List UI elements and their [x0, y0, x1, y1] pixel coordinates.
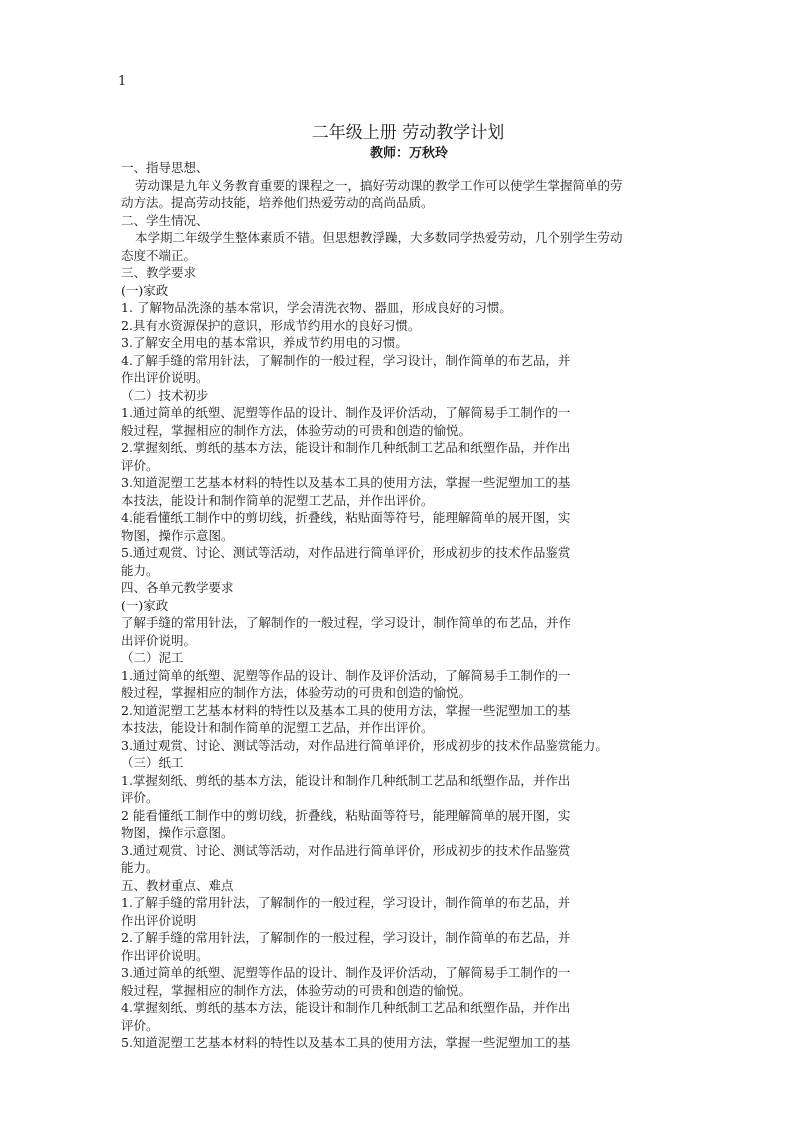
text-line: 能力。 — [121, 860, 159, 875]
text-line: 能力。 — [121, 562, 159, 578]
text-line: 般过程，掌握相应的制作方法，体验劳动的可贵和创造的愉悦。 — [121, 422, 472, 438]
text-line: 二、学生情况、 — [121, 212, 209, 228]
text-line: 评价。 — [121, 1017, 159, 1033]
text-line: 1.通过简单的纸塑、泥塑等作品的设计、制作及评价活动，了解简易手工制作的一 — [121, 405, 571, 420]
text-line: 物图，操作示意图。 — [121, 527, 234, 543]
text-line: （三）纸工 — [121, 755, 184, 770]
text-line: 3.了解安全用电的基本常识，养成节约用电的习惯。 — [121, 335, 408, 350]
text-line: 3.通过简单的纸塑、泥塑等作品的设计、制作及评价活动，了解简易手工制作的一 — [121, 965, 571, 980]
text-line: 4.掌握刻纸、剪纸的基本方法，能设计和制作几种纸制工艺品和纸塑作品，并作出 — [121, 1000, 571, 1015]
text-line: (一)家政 — [121, 597, 169, 613]
text-line: 一、指导思想、 — [121, 160, 209, 175]
text-line: （二）泥工 — [121, 650, 184, 665]
text-line: 态度不端正。 — [121, 247, 197, 263]
text-line: 了解手缝的常用针法，了解制作的一般过程，学习设计，制作简单的布艺品，并作 — [121, 615, 572, 630]
text-line: 本学期二年级学生整体素质不错。但思想教浮躁，大多数同学热爱劳动，几个别学生劳动 — [135, 230, 623, 245]
text-line: 5.知道泥塑工艺基本材料的特性以及基本工具的使用方法，掌握一些泥塑加工的基 — [121, 1035, 571, 1050]
text-line: 般过程，掌握相应的制作方法，体验劳动的可贵和创造的愉悦。 — [121, 982, 472, 998]
text-line: 2.知道泥塑工艺基本材料的特性以及基本工具的使用方法，掌握一些泥塑加工的基 — [121, 702, 571, 718]
text-line: 2.了解手缝的常用针法，了解制作的一般过程，学习设计，制作简单的布艺品，并 — [121, 930, 571, 945]
text-line: 作出评价说明。 — [121, 947, 209, 963]
text-line: 1.通过简单的纸塑、泥塑等作品的设计、制作及评价活动，了解简易手工制作的一 — [121, 667, 571, 683]
text-line: 三、教学要求 — [121, 265, 197, 280]
text-line: 3.知道泥塑工艺基本材料的特性以及基本工具的使用方法，掌握一些泥塑加工的基 — [121, 475, 571, 490]
text-line: 4.能看懂纸工制作中的剪切线，折叠线，粘贴面等符号，能理解简单的展开图，实 — [121, 510, 571, 525]
text-line: 1.掌握刻纸、剪纸的基本方法，能设计和制作几种纸制工艺品和纸塑作品，并作出 — [121, 772, 571, 788]
text-line: 1. 了解物品洗涤的基本常识，学会清洗衣物、器皿，形成良好的习惯。 — [121, 300, 512, 315]
text-line: 1.了解手缝的常用针法，了解制作的一般过程，学习设计，制作简单的布艺品，并 — [121, 895, 571, 910]
text-line: 2.掌握刻纸、剪纸的基本方法，能设计和制作几种纸制工艺品和纸塑作品，并作出 — [121, 440, 571, 455]
text-line: (一)家政 — [121, 282, 169, 298]
text-line: 4.了解手缝的常用针法，了解制作的一般过程，学习设计，制作简单的布艺品，并 — [121, 352, 571, 368]
text-line: 作出评价说明 — [121, 912, 197, 928]
text-line: 般过程，掌握相应的制作方法，体验劳动的可贵和创造的愉悦。 — [121, 685, 472, 700]
text-line: 3.通过观赏、讨论、测试等活动，对作品进行简单评价，形成初步的技术作品鉴赏能力。 — [121, 737, 608, 753]
text-line: 评价。 — [121, 457, 159, 473]
page-number: 1 — [118, 74, 127, 89]
text-line: 出评价说明。 — [121, 632, 197, 648]
document-body — [121, 159, 691, 1052]
text-line: 劳动课是九年义务教育重要的课程之一，搞好劳动课的教学工作可以使学生掌握简单的劳 — [135, 177, 623, 193]
teacher-name: 教师：万秋玲 — [369, 146, 448, 161]
text-line: 2 能看懂纸工制作中的剪切线，折叠线，粘贴面等符号，能理解简单的展开图，实 — [121, 807, 571, 823]
text-line: 5.通过观赏、讨论、测试等活动，对作品进行简单评价，形成初步的技术作品鉴赏 — [121, 545, 571, 560]
text-line: 本技法，能设计和制作简单的泥塑工艺品，并作出评价。 — [121, 720, 434, 735]
text-line: 本技法，能设计和制作简单的泥塑工艺品，并作出评价。 — [121, 492, 434, 508]
text-line: 物图，操作示意图。 — [121, 825, 234, 840]
text-line: 动方法。提高劳动技能，培养他们热爱劳动的高尚品质。 — [121, 195, 434, 210]
text-line: 评价。 — [121, 790, 159, 805]
text-line: 四、各单元教学要求 — [121, 580, 234, 595]
text-line: 五、教材重点、难点 — [121, 877, 234, 893]
text-line: 3.通过观赏、讨论、测试等活动，对作品进行简单评价，形成初步的技术作品鉴赏 — [121, 842, 571, 858]
text-line: （二）技术初步 — [121, 387, 209, 403]
page-title: 二年级上册 劳动教学计划 — [311, 123, 505, 143]
text-line: 2.具有水资源保护的意识，形成节约用水的良好习惯。 — [121, 317, 421, 333]
text-line: 作出评价说明。 — [121, 370, 209, 385]
